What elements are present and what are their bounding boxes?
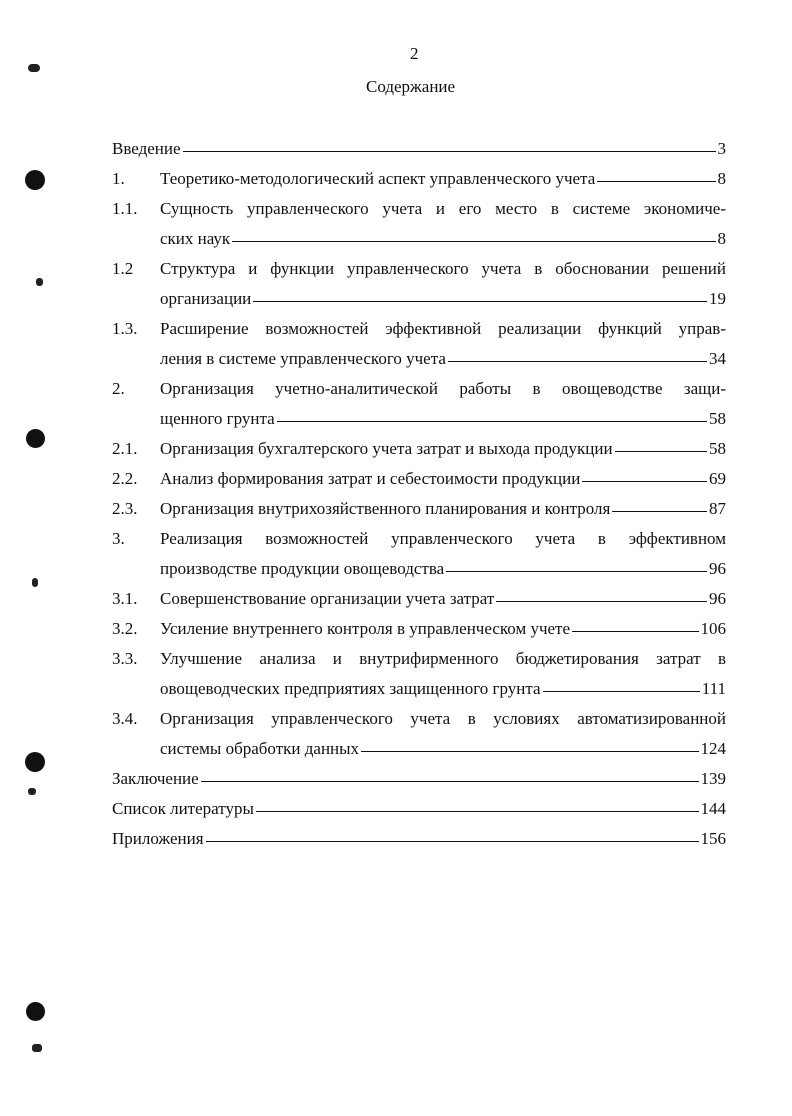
toc-entry-text-line: Организация управленческого учета в условиях автоматизированной <box>160 709 726 728</box>
toc-page-number: 8 <box>717 169 726 188</box>
toc-entry-3-2 <box>112 618 726 648</box>
toc-entry-text: Усиление внутреннего контроля в управленческом учете <box>160 619 571 638</box>
toc-entry-number: 3.1. <box>112 589 138 608</box>
toc-entry-text-line: ских наук <box>160 229 231 248</box>
toc-entry-text-line: системы обработки данных <box>160 739 360 758</box>
dot-leader <box>201 781 699 782</box>
dot-leader <box>597 181 715 182</box>
dot-leader <box>256 811 699 812</box>
toc-entry-number: 1.2 <box>112 259 134 278</box>
toc-entry-number: 2.1. <box>112 439 138 458</box>
toc-entry-text-line: Организация учетно-аналитической работы в овощеводстве защи- <box>160 379 726 398</box>
toc-entry-2 <box>112 378 726 408</box>
toc-entry-3-4-cont <box>112 738 726 768</box>
toc-entry-text-line: овощеводческих предприятиях защищенного грунта <box>160 679 541 698</box>
toc-entry-3 <box>112 528 726 558</box>
toc-entry-text-line: Сущность управленческого учета и его место в системе экономиче- <box>160 199 726 218</box>
dot-leader <box>277 421 707 422</box>
toc-entry-2-cont <box>112 408 726 438</box>
toc-entry-introduction <box>112 138 726 168</box>
toc-entry-text: Приложения <box>112 829 204 848</box>
page-title: Содержание <box>366 77 456 96</box>
dot-leader <box>361 751 698 752</box>
toc-page-number: 139 <box>700 769 726 788</box>
toc-entry-1-3 <box>112 318 726 348</box>
toc-page-number: 156 <box>700 829 726 848</box>
dot-leader <box>253 301 707 302</box>
dot-leader <box>206 841 699 842</box>
toc-entry-text-line: Структура и функции управленческого учета в обосновании решений <box>160 259 726 278</box>
toc-page-number: 111 <box>701 679 726 698</box>
scan-speck <box>28 788 36 795</box>
dot-leader <box>572 631 698 632</box>
toc-entry-1-1 <box>112 198 726 228</box>
toc-entry-1-1-cont <box>112 228 726 258</box>
toc-entry-3-cont <box>112 558 726 588</box>
toc-page-number: 96 <box>709 589 726 608</box>
toc-entry-3-3 <box>112 648 726 678</box>
toc-entry-text-line: Улучшение анализа и внутрифирменного бюджетирования затрат в <box>160 649 726 668</box>
toc-entry-text: Совершенствование организации учета затрат <box>160 589 495 608</box>
toc-page-number: 3 <box>717 139 726 158</box>
toc-page-number: 96 <box>709 559 726 578</box>
binder-hole <box>25 752 45 772</box>
scan-speck <box>32 1044 42 1052</box>
toc-entry-1 <box>112 168 726 198</box>
binder-hole <box>26 429 45 448</box>
toc-entry-number: 3. <box>112 529 125 548</box>
toc-entry-2-2 <box>112 468 726 498</box>
toc-entry-number: 3.3. <box>112 649 138 668</box>
toc-entry-2-3 <box>112 498 726 528</box>
toc-page-number: 58 <box>709 409 726 428</box>
toc-entry-text-line: производстве продукции овощеводства <box>160 559 445 578</box>
toc-entry-number: 2. <box>112 379 125 398</box>
toc-entry-text-line: ления в системе управленческого учета <box>160 349 446 368</box>
toc-page-number: 19 <box>709 289 726 308</box>
dot-leader <box>446 571 707 572</box>
dot-leader <box>543 691 700 692</box>
toc-page-number: 124 <box>700 739 726 758</box>
dot-leader <box>183 151 716 152</box>
toc-entry-text-line: Реализация возможностей управленческого учета в эффективном <box>160 529 726 548</box>
dot-leader <box>496 601 707 602</box>
dot-leader <box>582 481 707 482</box>
toc-page-number: 69 <box>709 469 726 488</box>
toc-entry-number: 3.4. <box>112 709 138 728</box>
toc-entry-text: Организация внутрихозяйственного планирования и контроля <box>160 499 611 518</box>
toc-entry-text-line: организации <box>160 289 252 308</box>
toc-entry-number: 1.3. <box>112 319 138 338</box>
scan-speck <box>28 64 40 72</box>
toc-entry-text: Заключение <box>112 769 199 788</box>
toc-entry-2-1 <box>112 438 726 468</box>
dot-leader <box>232 241 715 242</box>
toc-entry-appendices <box>112 828 726 858</box>
toc-entry-text-line: щенного грунта <box>160 409 275 428</box>
toc-entry-number: 2.3. <box>112 499 138 518</box>
toc-entry-text: Теоретико-методологический аспект управленческого учета <box>160 169 596 188</box>
toc-page-number: 144 <box>700 799 726 818</box>
scan-speck <box>36 278 43 286</box>
toc-entry-text: Введение <box>112 139 181 158</box>
toc-entry-1-2 <box>112 258 726 288</box>
toc-page-number: 34 <box>709 349 726 368</box>
toc-entry-1-3-cont <box>112 348 726 378</box>
toc-entry-3-1 <box>112 588 726 618</box>
table-of-contents <box>112 138 726 858</box>
toc-entry-conclusion <box>112 768 726 798</box>
toc-entry-3-4 <box>112 708 726 738</box>
toc-page-number: 58 <box>709 439 726 458</box>
toc-entry-number: 2.2. <box>112 469 138 488</box>
scan-speck <box>32 578 38 587</box>
toc-entry-text: Организация бухгалтерского учета затрат и выхода продукции <box>160 439 613 458</box>
toc-entry-number: 3.2. <box>112 619 138 638</box>
toc-page-number: 87 <box>709 499 726 518</box>
toc-entry-number: 1.1. <box>112 199 138 218</box>
dot-leader <box>612 511 707 512</box>
dot-leader <box>448 361 707 362</box>
toc-entry-text-line: Расширение возможностей эффективной реализации функций управ- <box>160 319 726 338</box>
toc-entry-text: Анализ формирования затрат и себестоимости продукции <box>160 469 581 488</box>
dot-leader <box>615 451 707 452</box>
toc-entry-number: 1. <box>112 169 125 188</box>
toc-entry-3-3-cont <box>112 678 726 708</box>
toc-page-number: 8 <box>717 229 726 248</box>
toc-entry-text: Список литературы <box>112 799 254 818</box>
binder-hole <box>26 1002 45 1021</box>
toc-page-number: 106 <box>700 619 726 638</box>
toc-entry-references <box>112 798 726 828</box>
binder-hole <box>25 170 45 190</box>
toc-entry-1-2-cont <box>112 288 726 318</box>
